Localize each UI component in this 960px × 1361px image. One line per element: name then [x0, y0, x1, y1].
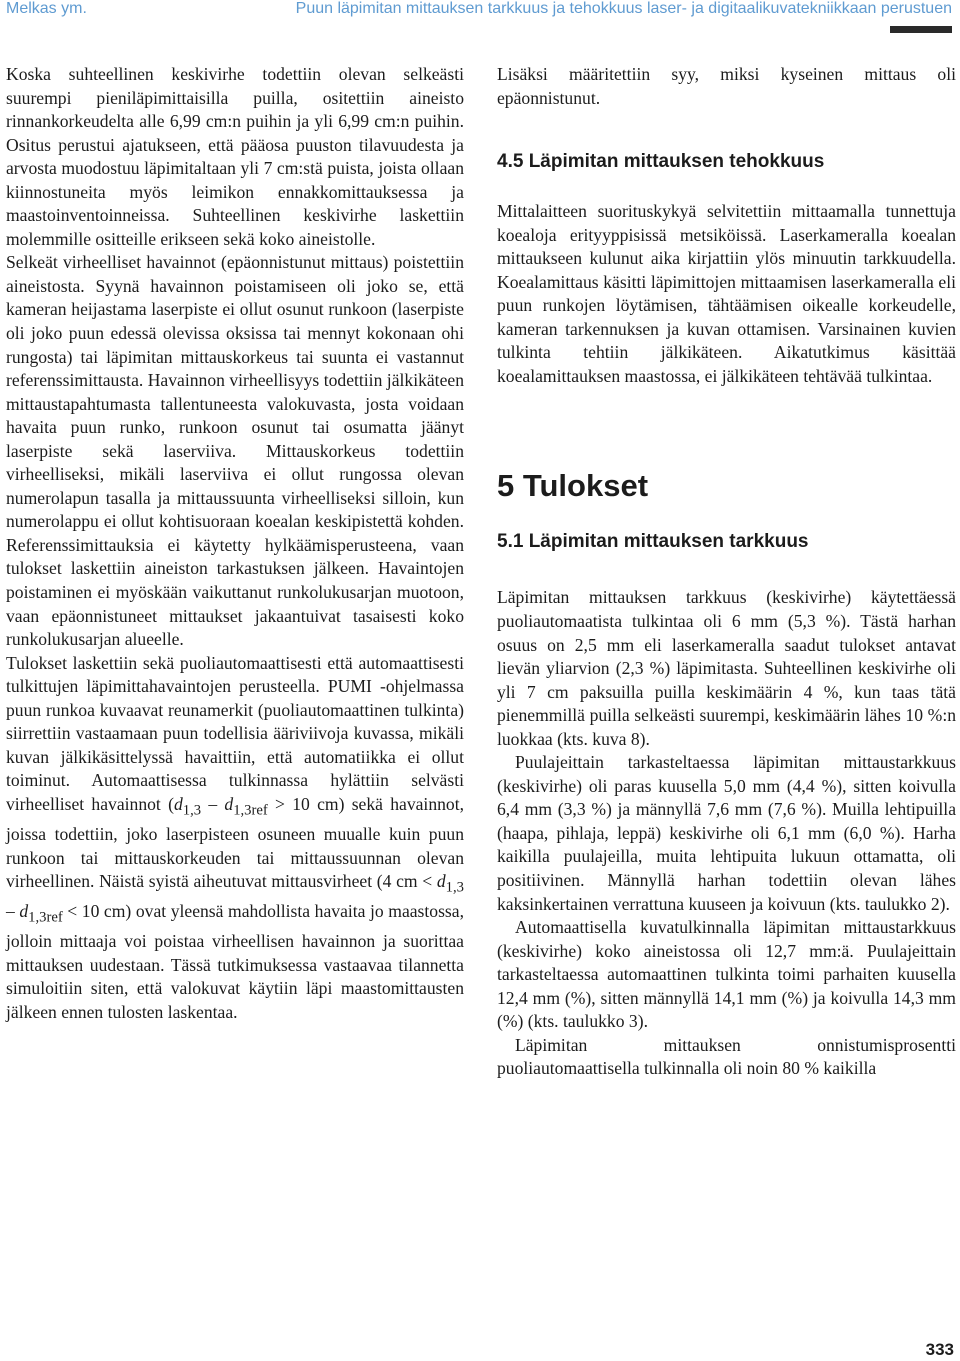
paragraph-text: sekä havainnot, joissa todettiin, joko laserpisteen osuneen muualle kuin puun runkoon tai mittauskorkeuden tai mittaussuunnan olevan virheellinen. Näistä syistä aiheutuvat mittausvirheet: [6, 793, 464, 892]
chapter-heading-5: 5 Tulokset: [497, 468, 649, 504]
formula-rejection-threshold: $d_{1,3} - d_{1,3ref} > 10$ cm): [173, 793, 345, 819]
section-heading-4-5: 4.5 Läpimitan mittauksen tehokkuus: [497, 151, 825, 173]
running-header-title: Puun läpimitan mittauksen tarkkuus ja tehokkuus laser- ja digitaalikuvatekniikkaan perustuen: [295, 0, 952, 17]
paragraph: Selkeät virheelliset havainnot (epäonnistunut mittaus) poistettiin aineistosta. Syynä havainnon poistamiseen oli joko se, että kameran heijastama laserpiste ei ollut osunut runkoon (laserpiste oli joko puun edessä olevissa oksissa tai mennyt kokonaan ohi rungosta) tai läpimitan mittauskorkeus tai suunta ei vastannut referenssimittausta. Havainnon virheellisyys todettiin jälkikäteen mittaustapahtumasta tallentuneesta valokuvasta, josta voidaan havaita puun runko, runkoon osunut tai osumatta jäänyt laserpiste sekä laserviiva. Mittauskorkeus todettiin virheelliseksi, mikäli laserviiva ei ollut rungossa olevan numerolapun tasalla ja mittaussuunta virheelliseksi silloin, kun numerolappu ei ollut kohtisuoraan koealan keskipistettä kohden. Referenssimittauksia ei käytetty hylkäämisperusteena, vaan tulokset laskettiin aineiston tarkastuksen jälkeen. Havaintojen poistaminen ei myöskään vaikuttanut runkolukusarjan muotoon, vaan epäonnistuneet mittaukset jakaantuivat tasaisesti koko runkolukusarjan alueelle.: [6, 252, 464, 650]
paragraph: Puulajeittain tarkasteltaessa läpimitan mittaustarkkuus (keskivirhe) oli paras kuusella 5,0 mm (4,4 %), sitten koivulla 6,4 mm (3,3 %) ja männyllä 7,6 mm (7,6 %). Muilla lehtipuilla (haapa, pihlaja, leppä) keskivirhe oli 6,1 mm (6,0 %). Harha kaikilla puulajeilla, muita lehtipuita lukuun ottamatta, oli positiivinen. Männyllä harhan todettiin olevan lähes kaksinkertainen verrattuna kuuseen ja koivuun (kts. taulukko 2).: [497, 752, 956, 914]
section-heading-5-1: 5.1 Läpimitan mittauksen tarkkuus: [497, 531, 809, 553]
paragraph-text: Tulokset laskettiin sekä puoliautomaattisesti että automaattisesti tulkittujen läpimittahavaintojen perusteella. PUMI -ohjelmassa puun runkoa kuvaavat reunamerkit (puoliautomaattinen tulkinta) siirrettiin vastaamaan puun todellisia ääriviivoja kuvassa, mikäli kuvan jälkikäsittelyssä havaittiin, että automatiikka ei ollut toiminut. Automaattisessa tulkinnassa hylättiin selvästi virheelliset havainnot (: [6, 652, 464, 814]
right-column: [497, 63, 956, 1081]
left-column: [6, 63, 464, 1024]
running-header-author: Melkas ym.: [6, 0, 87, 17]
page-number: 333: [925, 1340, 954, 1359]
paragraph: Mittalaitteen suorituskykyä selvitettiin mittaamalla tunnettuja koealoja erityyppisissä metsiköissä. Laserkameralla koealan mittaukseen kulunut aika kirjattiin ylös minuutin tarkkuudella. Koealamittaus käsitti läpimittojen mittaamisen laserkameralla eli puun runkojen löytämisen, tähtäämisen oikealle korkeudelle, kameran tarkennuksen ja kuvan ottamisen. Varsinainen kuvien tulkinta tehtiin jälkikäteen. Aikatutkimus käsittää koealamittauksen maastossa, ei jälkikäteen tehtävää tulkintaa.: [497, 201, 956, 386]
running-header: [0, 0, 960, 34]
header-decorative-bar: [890, 26, 952, 33]
paragraph: Automaattisella kuvatulkinnalla läpimitan mittaustarkkuus (keskivirhe) koko aineistossa oli 12,7 mm:ä. Puulajeittain tarkasteltaessa automaattinen tulkinta toimi parhaiten kuusella 12,4 mm (%), sitten männyllä 14,1 mm (%) ja koivulla 14,3 mm (%) (kts. taulukko 3).: [497, 917, 956, 1032]
paragraph-text: ovat yleensä mahdollista havaita jo maastossa, jolloin mittaaja voi poistaa virheellisen havainnon ja suorittaa mittauksen uudestaan. Tässä tutkimuksessa vastaavaa tilannetta simuloitiin siten, että valokuvat käytiin läpi maastomittausten jälkeen ennen tulosten laskentaa.: [6, 901, 464, 1022]
paragraph: Läpimitan mittauksen tarkkuus (keskivirhe) käytettäessä puoliautomaatista tulkintaa oli 6 mm (5,3 %). Tästä harhan osuus on 2,5 mm eli laserkameralla saadut tulokset antavat lievän yliarvion (2,3 %) läpimitasta. Suhteellinen keskivirhe oli yli 7 cm paksuilla puilla keskimäärin 4 %, kun taas tätä pienemmillä puilla selkeästi suurempi, keskimäärin lähes 10 %:n luokkaa (kts. kuva 8).: [497, 587, 956, 749]
paragraph: Läpimitan mittauksen onnistumisprosentti puoliautomaattisella tulkinnalla oli noin 80 % kaikilla: [497, 1034, 956, 1079]
paragraph: Lisäksi määritettiin syy, miksi kyseinen mittaus oli epäonnistunut.: [497, 64, 956, 108]
formula-error-range: (4 cm < $d_{1,3} - d_{1,3ref} < 10$ cm): [6, 871, 464, 926]
paragraph: Koska suhteellinen keskivirhe todettiin olevan selkeästi suurempi pieniläpimittaisilla puilla, ositettiin aineisto rinnankorkeudelta alle 6,99 cm:n puihin ja yli 6,99 cm:n puihin. Ositus perustui ajatukseen, että pääosa puuston tilavuudesta ja arvosta muodostuu läpimitaltaan yli 7 cm:stä puista, joista ollaan kiinnostuneita myös leimikon ennakkomittauksessa ja maastoinventoinneissa. Suhteellinen keskivirhe laskettiin molemmille ositteille erikseen sekä koko aineistolle.: [6, 64, 464, 249]
paragraph-with-formulas: [6, 652, 464, 1025]
